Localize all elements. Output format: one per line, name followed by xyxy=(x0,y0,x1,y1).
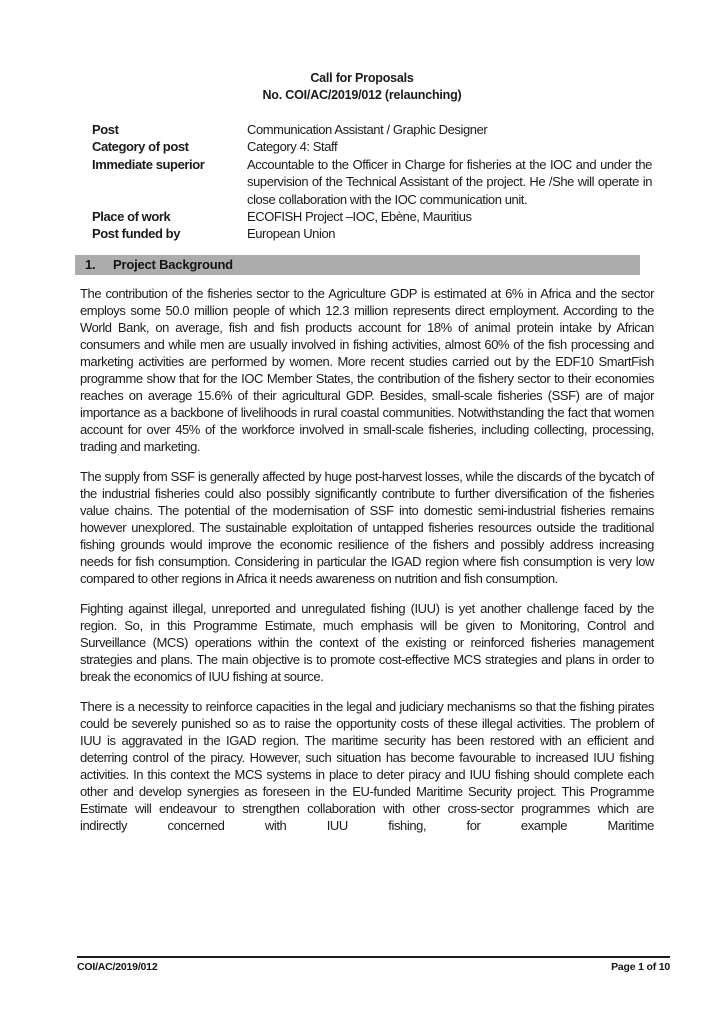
row-label-immediate-superior: Immediate superior xyxy=(92,156,205,172)
document-header xyxy=(0,0,724,104)
row-value-place-of-work: ECOFISH Project –IOC, Ebène, Mauritius xyxy=(247,209,472,225)
table-row xyxy=(92,208,652,225)
document-reference: No. COI/AC/2019/012 (relaunching) xyxy=(262,88,462,102)
body-text xyxy=(80,285,654,834)
footer-rule xyxy=(77,956,670,973)
paragraph: There is a necessity to reinforce capacities in the legal and judiciary mechanisms so that the fishing pirates could be severely punished so as to raise the opportunity costs of these illegal activities. The problem of IUU is aggravated in the IGAD region. The maritime security has been restored with an efficient and deterring control of the piracy. However, such situation has become favourable to increased IUU fishing activities. In this context the MCS systems in place to deter piracy and IUU fishing should complete each other and develop synergies as foreseen in the EU-funded Maritime Security project. This Programme Estimate will endeavour to strengthen collaboration with other cross-sector programmes which are indirectly concerned with IUU fishing, for example Maritime xyxy=(80,698,654,833)
row-value-post: Communication Assistant / Graphic Designer xyxy=(247,122,488,137)
row-label-post-funded-by: Post funded by xyxy=(92,226,181,242)
section-header xyxy=(75,255,640,275)
table-row xyxy=(92,156,652,208)
paragraph: Fighting against illegal, unreported and unregulated fishing (IUU) is yet another challenge faced by the region. So, in this Programme Estimate, much emphasis will be given to Monitoring, Control and Surveillance (MCS) operations within the context of the existing or reinforced fisheries management strategies and plans. The main objective is to promote cost-effective MCS strategies and plans in order to break the economics of IUU fishing at source. xyxy=(80,600,654,684)
section-title: Project Background xyxy=(113,256,233,272)
row-label-category: Category of post xyxy=(92,139,189,155)
table-row xyxy=(92,138,652,155)
row-value-immediate-superior: Accountable to the Officer in Charge for fisheries at the IOC and under the supervision of the Technical Assistant of the project. He /She will operate in close collaboration with the IOC communication unit. xyxy=(247,156,652,207)
row-value-category: Category 4: Staff xyxy=(247,139,338,155)
footer-page-number: Page 1 of 10 xyxy=(611,961,670,973)
footer-reference: COI/AC/2019/012 xyxy=(77,961,158,973)
document-title: Call for Proposals xyxy=(310,71,414,85)
table-row xyxy=(92,225,652,242)
row-label-post: Post xyxy=(92,122,119,137)
row-label-place-of-work: Place of work xyxy=(92,209,171,225)
section-number: 1. xyxy=(85,256,96,272)
table-row xyxy=(92,121,652,138)
paragraph: The supply from SSF is generally affected by huge post-harvest losses, while the discards of the bycatch of the industrial fisheries could also possibly significantly contribute to further diversification of the fisheries value chains. The potential of the modernisation of SSF into domestic semi-industrial fisheries remains however unexplored. The sustainable exploitation of untapped fisheries resources outside the traditional fishing grounds would improve the economic resilience of the fishers and possibly address increasing needs for fish consumption. Considering in particular the IGAD region where fish consumption is very low compared to other regions in Africa it needs awareness on nutrition and fish consumption. xyxy=(80,468,654,586)
page-footer xyxy=(0,956,724,1024)
footer-row xyxy=(77,958,670,973)
row-value-post-funded-by: European Union xyxy=(247,226,336,242)
post-details-table xyxy=(92,121,652,243)
paragraph: The contribution of the fisheries sector to the Agriculture GDP is estimated at 6% in Africa and the sector employs some 50.0 million people of which 12.3 million represents direct employment. According to the World Bank, on average, fish and fish products account for 18% of animal protein intake by African consumers and while men are usually involved in fishing activities, almost 60% of the fish processing and marketing activities are performed by women. More recent studies carried out by the EDF10 SmartFish programme show that for the IOC Member States, the contribution of the fishery sector to their economies reaches on average 15.6% of their agricultural GDP. Besides, small-scale fisheries (SSF) are of major importance as a backbone of livelihoods in rural coastal communities. Notwithstanding the fact that women account for over 45% of the workforce involved in small-scale fisheries, including collecting, processing, trading and marketing. xyxy=(80,285,654,454)
